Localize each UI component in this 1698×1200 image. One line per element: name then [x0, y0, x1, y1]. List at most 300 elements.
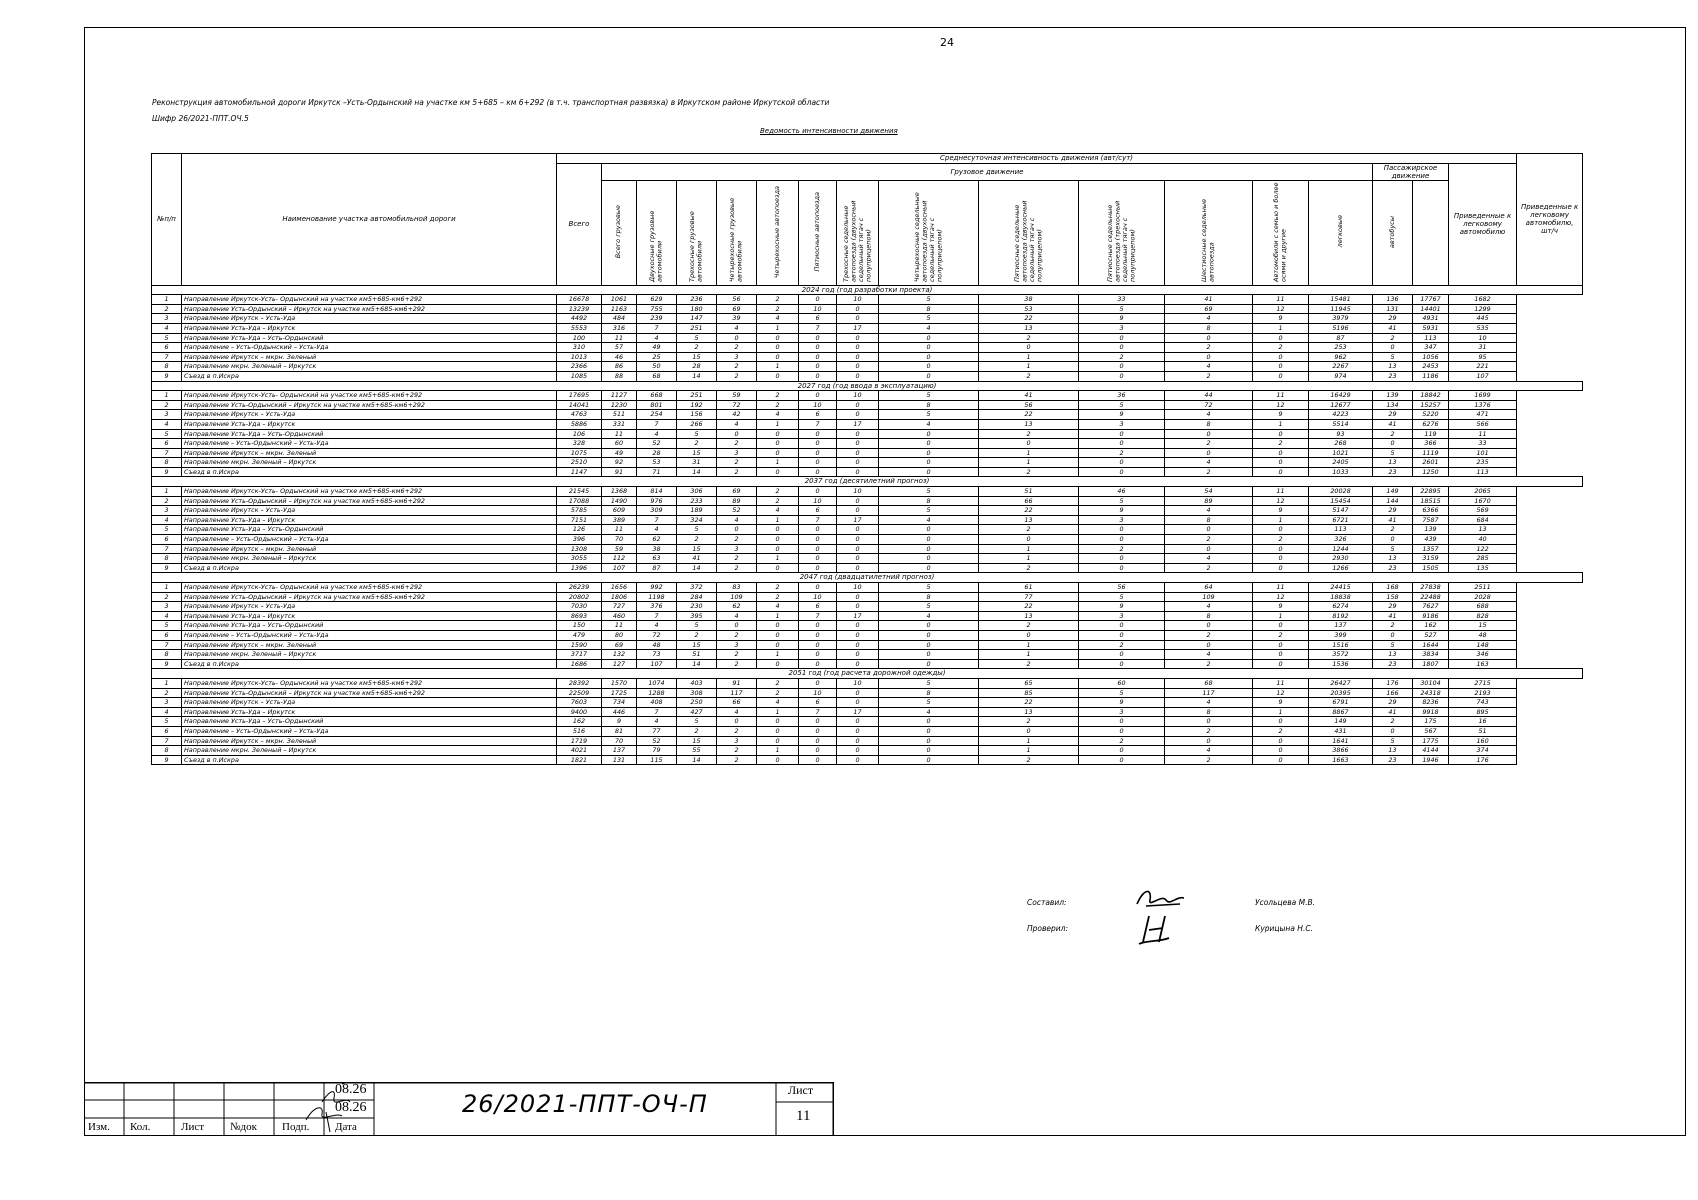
row-value: 2: [1373, 333, 1413, 343]
intensity-table: [151, 153, 1583, 765]
row-value: 2: [717, 726, 757, 736]
row-value: 0: [1079, 343, 1165, 353]
row-number: 1: [152, 487, 182, 497]
row-number: 2: [152, 592, 182, 602]
row-value: 1288: [637, 688, 677, 698]
row-value: 6: [799, 698, 837, 708]
row-value: 396: [557, 535, 602, 545]
row-value: 22: [979, 698, 1079, 708]
row-value: 1: [1253, 611, 1309, 621]
row-value: 0: [1165, 717, 1253, 727]
row-value: 21545: [557, 487, 602, 497]
row-value: 2: [979, 755, 1079, 765]
row-value: 0: [1253, 746, 1309, 756]
row-value: 0: [799, 487, 837, 497]
row-value: 5: [1079, 400, 1165, 410]
row-value: 25: [637, 352, 677, 362]
row-number: 1: [152, 583, 182, 593]
row-number: 2: [152, 400, 182, 410]
row-name: Направление мкрн. Зеленый – Иркутск: [182, 362, 557, 372]
row-value: 0: [1373, 439, 1413, 449]
row-value: 0: [879, 458, 979, 468]
row-value: 14: [677, 563, 717, 573]
row-value: 14: [677, 467, 717, 477]
row-value: 2453: [1413, 362, 1449, 372]
row-value: 0: [1079, 554, 1165, 564]
row-value: 8236: [1413, 698, 1449, 708]
row-value: 1775: [1413, 736, 1449, 746]
row-name: Направление Иркутск – Усть-Уда: [182, 602, 557, 612]
row-value: 2: [677, 343, 717, 353]
row-value: 4: [1165, 602, 1253, 612]
row-value: 9: [1253, 698, 1309, 708]
table-header: [152, 154, 1583, 286]
row-number: 7: [152, 448, 182, 458]
row-number: 9: [152, 755, 182, 765]
row-value: 11: [1253, 391, 1309, 401]
row-value: 516: [557, 726, 602, 736]
row-value: 688: [1449, 602, 1517, 612]
row-value: 0: [1373, 343, 1413, 353]
row-value: 5: [677, 621, 717, 631]
row-value: 4: [757, 506, 799, 516]
row-name: Направление Иркутск – мкрн. Зеленый: [182, 736, 557, 746]
row-value: 107: [602, 563, 637, 573]
row-value: 109: [1165, 592, 1253, 602]
row-value: 22: [979, 410, 1079, 420]
row-value: 77: [979, 592, 1079, 602]
row-number: 9: [152, 563, 182, 573]
row-value: 1119: [1413, 448, 1449, 458]
row-value: 8: [1165, 419, 1253, 429]
table-row: [152, 554, 1583, 564]
table-row: [152, 314, 1583, 324]
row-value: 0: [879, 746, 979, 756]
row-value: 86: [602, 362, 637, 372]
row-value: 119: [1413, 429, 1449, 439]
table-row: [152, 726, 1583, 736]
row-value: 3834: [1413, 650, 1449, 660]
row-number: 3: [152, 410, 182, 420]
row-value: 2: [717, 371, 757, 381]
row-value: 5: [879, 410, 979, 420]
row-value: 1725: [602, 688, 637, 698]
row-value: 2: [1079, 544, 1165, 554]
row-value: 0: [837, 746, 879, 756]
row-value: 22: [979, 506, 1079, 516]
row-value: 7: [799, 419, 837, 429]
row-name: Направление Усть-Уда – Усть-Ордынский: [182, 621, 557, 631]
row-value: 3: [717, 736, 757, 746]
row-value: 0: [757, 371, 799, 381]
row-value: 376: [637, 602, 677, 612]
row-value: 2: [1165, 755, 1253, 765]
row-value: 1: [757, 707, 799, 717]
row-value: 2: [1165, 343, 1253, 353]
row-value: 0: [1079, 717, 1165, 727]
row-value: 0: [799, 525, 837, 535]
row-value: 2: [717, 362, 757, 372]
row-value: 42: [717, 410, 757, 420]
row-value: 24415: [1309, 583, 1373, 593]
row-value: 1127: [602, 391, 637, 401]
row-value: 2: [757, 391, 799, 401]
row-value: 46: [1079, 487, 1165, 497]
row-value: 29: [1373, 410, 1413, 420]
row-value: 0: [757, 343, 799, 353]
row-value: 63: [637, 554, 677, 564]
row-value: 0: [837, 544, 879, 554]
row-name: Направление Иркутск-Усть- Ордынский на участке км5+685-км6+292: [182, 678, 557, 688]
row-value: 149: [1309, 717, 1373, 727]
row-value: 0: [757, 439, 799, 449]
row-value: 9: [1079, 410, 1165, 420]
header-col-12: [1253, 180, 1309, 285]
header-cargo: Грузовое движение: [602, 163, 1373, 180]
row-value: 2: [717, 535, 757, 545]
row-value: 4: [879, 707, 979, 717]
row-value: 131: [1373, 304, 1413, 314]
table-row: [152, 343, 1583, 353]
row-value: 2: [1165, 439, 1253, 449]
row-value: 0: [879, 333, 979, 343]
row-number: 5: [152, 525, 182, 535]
row-value: 236: [677, 295, 717, 305]
row-value: 511: [602, 410, 637, 420]
row-name: Направление Усть-Уда – Иркутск: [182, 707, 557, 717]
row-name: Направление Иркутск – Усть-Уда: [182, 506, 557, 516]
row-number: 4: [152, 419, 182, 429]
row-name: Направление – Усть-Ордынский – Усть-Уда: [182, 343, 557, 353]
row-name: Направление Иркутск – мкрн. Зеленый: [182, 352, 557, 362]
row-value: 13: [979, 323, 1079, 333]
row-value: 7151: [557, 515, 602, 525]
row-value: 15: [677, 544, 717, 554]
row-value: 4223: [1309, 410, 1373, 420]
row-value: 0: [1253, 371, 1309, 381]
row-value: 8: [1165, 611, 1253, 621]
row-value: 49: [602, 448, 637, 458]
row-value: 9: [602, 717, 637, 727]
row-value: 1013: [557, 352, 602, 362]
row-value: 17: [837, 515, 879, 525]
row-value: 2: [1253, 343, 1309, 353]
row-value: 162: [557, 717, 602, 727]
row-value: 0: [879, 429, 979, 439]
row-value: 0: [799, 678, 837, 688]
row-value: 51: [677, 650, 717, 660]
row-value: 56: [979, 400, 1079, 410]
table-row: [152, 458, 1583, 468]
row-value: 56: [717, 295, 757, 305]
header-light: [1309, 180, 1373, 285]
row-number: 4: [152, 323, 182, 333]
row-value: 41: [1165, 295, 1253, 305]
row-value: 0: [799, 295, 837, 305]
row-value: 4: [637, 621, 677, 631]
row-value: 2: [717, 755, 757, 765]
row-value: 0: [879, 640, 979, 650]
row-value: 6276: [1413, 419, 1449, 429]
row-value: 87: [637, 563, 677, 573]
header-col-5: [757, 180, 799, 285]
header-number: №п/п: [152, 154, 182, 286]
row-value: 0: [1253, 544, 1309, 554]
row-value: 527: [1413, 630, 1449, 640]
row-value: 2: [979, 525, 1079, 535]
row-value: 2: [1373, 525, 1413, 535]
row-value: 310: [557, 343, 602, 353]
row-value: 4: [757, 698, 799, 708]
row-value: 69: [602, 640, 637, 650]
section-row: [152, 669, 1583, 679]
row-value: 0: [979, 726, 1079, 736]
row-value: 0: [837, 554, 879, 564]
row-value: 70: [602, 736, 637, 746]
row-value: 11945: [1309, 304, 1373, 314]
row-value: 0: [879, 563, 979, 573]
row-value: 8: [1165, 515, 1253, 525]
row-number: 5: [152, 333, 182, 343]
document-code: Шифр 26/2021-ППТ.ОЧ.5: [152, 114, 249, 123]
row-value: 8: [1165, 323, 1253, 333]
row-value: 403: [677, 678, 717, 688]
row-value: 112: [602, 554, 637, 564]
row-value: 61: [979, 583, 1079, 593]
row-value: 2: [717, 563, 757, 573]
row-value: 2405: [1309, 458, 1373, 468]
row-value: 77: [637, 726, 677, 736]
composed-label: Составил:: [1027, 898, 1067, 907]
row-value: 2: [717, 630, 757, 640]
row-value: 5553: [557, 323, 602, 333]
row-value: 0: [1079, 429, 1165, 439]
row-value: 0: [1165, 333, 1253, 343]
row-value: 5: [879, 678, 979, 688]
row-value: 5931: [1413, 323, 1449, 333]
row-value: 0: [799, 467, 837, 477]
row-value: 5: [1079, 688, 1165, 698]
row-number: 1: [152, 678, 182, 688]
row-value: 316: [602, 323, 637, 333]
label-signature: Подп.: [282, 1121, 310, 1133]
row-value: 4: [757, 314, 799, 324]
row-value: 91: [602, 467, 637, 477]
header-reduced-per-hour: Приведенные к легковому автомобилю, шт/ч: [1517, 154, 1583, 286]
row-number: 3: [152, 506, 182, 516]
row-name: Направление Иркутск – мкрн. Зеленый: [182, 544, 557, 554]
row-value: 10: [799, 688, 837, 698]
table-row: [152, 621, 1583, 631]
header-col-label: Всего грузовые: [614, 204, 623, 259]
row-value: 52: [637, 439, 677, 449]
row-value: 755: [637, 304, 677, 314]
row-value: 0: [1079, 525, 1165, 535]
row-value: 0: [799, 717, 837, 727]
row-value: 1: [1253, 707, 1309, 717]
row-value: 7587: [1413, 515, 1449, 525]
row-value: 14: [677, 371, 717, 381]
header-col-label: Трехосные седельные автопоезда (двухосный седельный тягач с полуприцепом): [841, 200, 872, 282]
row-value: 0: [799, 746, 837, 756]
row-value: 70: [602, 535, 637, 545]
row-value: 9: [1253, 410, 1309, 420]
row-value: 1670: [1449, 496, 1517, 506]
row-value: 85: [979, 688, 1079, 698]
row-value: 109: [717, 592, 757, 602]
checked-signature: [1135, 912, 1175, 946]
row-value: 3572: [1309, 650, 1373, 660]
row-number: 3: [152, 314, 182, 324]
row-name: Направление Иркутск-Усть- Ордынский на участке км5+685-км6+292: [182, 295, 557, 305]
row-value: 235: [1449, 458, 1517, 468]
row-value: 0: [757, 544, 799, 554]
row-value: 0: [1373, 535, 1413, 545]
row-value: 1299: [1449, 304, 1517, 314]
header-passenger: Пассажирское движение: [1373, 163, 1449, 180]
row-name: Направление Усть-Уда – Иркутск: [182, 419, 557, 429]
row-value: 0: [837, 362, 879, 372]
row-value: 1: [979, 458, 1079, 468]
row-value: 54: [1165, 487, 1253, 497]
row-value: 20802: [557, 592, 602, 602]
row-value: 0: [879, 352, 979, 362]
row-value: 0: [879, 726, 979, 736]
row-value: 0: [879, 362, 979, 372]
row-value: 69: [717, 304, 757, 314]
row-value: 5: [879, 698, 979, 708]
row-value: 2: [757, 400, 799, 410]
row-value: 2: [757, 295, 799, 305]
row-value: 0: [879, 439, 979, 449]
row-value: 135: [1449, 563, 1517, 573]
table-row: [152, 467, 1583, 477]
row-value: 389: [602, 515, 637, 525]
row-value: 4: [1165, 746, 1253, 756]
row-value: 0: [837, 621, 879, 631]
table-row: [152, 640, 1583, 650]
row-value: 51: [979, 487, 1079, 497]
row-value: 0: [799, 563, 837, 573]
row-value: 2: [757, 583, 799, 593]
row-value: 0: [837, 726, 879, 736]
row-value: 7: [637, 515, 677, 525]
row-value: 1570: [602, 678, 637, 688]
row-value: 55: [677, 746, 717, 756]
row-number: 8: [152, 650, 182, 660]
header-col-3: [677, 180, 717, 285]
row-value: 366: [1413, 439, 1449, 449]
row-value: 4: [717, 611, 757, 621]
row-value: 535: [1449, 323, 1517, 333]
row-value: 446: [602, 707, 637, 717]
row-value: 5: [1079, 592, 1165, 602]
row-name: Направление Иркутск – мкрн. Зеленый: [182, 448, 557, 458]
row-value: 51: [1449, 726, 1517, 736]
row-value: 2: [1165, 563, 1253, 573]
row-value: 122: [1449, 544, 1517, 554]
row-value: 10: [1449, 333, 1517, 343]
row-value: 26427: [1309, 678, 1373, 688]
section-row: [152, 381, 1583, 391]
row-value: 399: [1309, 630, 1373, 640]
row-value: 101: [1449, 448, 1517, 458]
row-value: 10: [837, 391, 879, 401]
row-value: 0: [799, 371, 837, 381]
row-value: 233: [677, 496, 717, 506]
row-value: 9918: [1413, 707, 1449, 717]
row-value: 71: [637, 467, 677, 477]
row-number: 8: [152, 458, 182, 468]
row-value: 1: [757, 611, 799, 621]
row-value: 0: [1253, 755, 1309, 765]
row-value: 39: [717, 314, 757, 324]
row-value: 168: [1373, 583, 1413, 593]
row-value: 0: [757, 726, 799, 736]
sheet-number: 11: [796, 1108, 811, 1124]
row-value: 3: [1079, 611, 1165, 621]
row-value: 81: [602, 726, 637, 736]
row-value: 2: [979, 717, 1079, 727]
row-value: 1641: [1309, 736, 1373, 746]
row-value: 7: [637, 707, 677, 717]
row-value: 4: [717, 707, 757, 717]
row-value: 1075: [557, 448, 602, 458]
row-value: 10: [799, 304, 837, 314]
row-value: 68: [1165, 678, 1253, 688]
row-value: 0: [1079, 458, 1165, 468]
row-value: 0: [979, 535, 1079, 545]
row-value: 1: [979, 362, 1079, 372]
row-value: 5: [879, 295, 979, 305]
row-value: 89: [1165, 496, 1253, 506]
row-value: 107: [637, 659, 677, 669]
row-value: 0: [757, 448, 799, 458]
row-value: 44: [1165, 391, 1253, 401]
row-value: 266: [677, 419, 717, 429]
section-title: 2047 год (двадцатилетний прогноз): [152, 573, 1583, 583]
row-value: 0: [837, 371, 879, 381]
row-value: 9: [1079, 698, 1165, 708]
row-value: 5220: [1413, 410, 1449, 420]
row-value: 17: [837, 707, 879, 717]
row-value: 4: [1165, 554, 1253, 564]
row-value: 0: [1079, 726, 1165, 736]
row-value: 23: [1373, 563, 1413, 573]
row-value: 0: [799, 621, 837, 631]
header-col-11: [1165, 180, 1253, 285]
row-value: 2: [677, 630, 717, 640]
row-value: 52: [717, 506, 757, 516]
row-value: 0: [1165, 448, 1253, 458]
row-value: 609: [602, 506, 637, 516]
row-name: Направление мкрн. Зеленый – Иркутск: [182, 554, 557, 564]
row-value: 50: [637, 362, 677, 372]
table-row: [152, 323, 1583, 333]
row-value: 974: [1309, 371, 1373, 381]
row-name: Направление Усть-Ордынский – Иркутск на участке км5+685-км6+292: [182, 688, 557, 698]
row-value: 1033: [1309, 467, 1373, 477]
row-value: 144: [1373, 496, 1413, 506]
row-value: 1: [757, 458, 799, 468]
row-value: 12677: [1309, 400, 1373, 410]
row-value: 4: [637, 333, 677, 343]
row-value: 38: [637, 544, 677, 554]
row-value: 0: [1165, 640, 1253, 650]
row-value: 18515: [1413, 496, 1449, 506]
header-col-label: Четырехосные грузовые автомобили: [728, 197, 744, 282]
row-value: 16: [1449, 717, 1517, 727]
